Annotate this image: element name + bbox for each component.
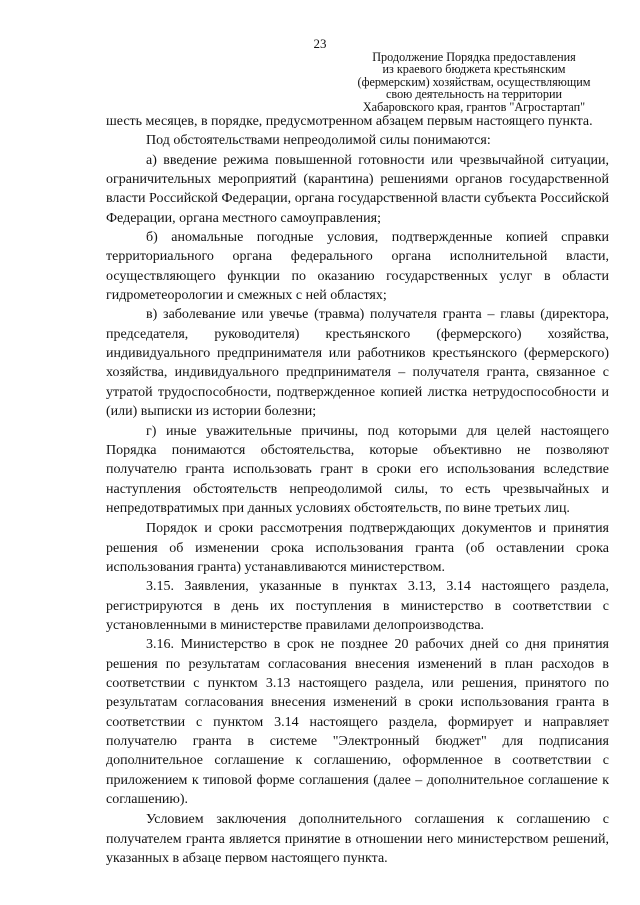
paragraph-3-16: 3.16. Министерство в срок не позднее 20 рабочих дней со дня принятия решения по результатам согласования внесения изменений в план расходов в соответствии с пунктом 3.13 настоящего раздела, или решения, принятого по результатам согласования внесения изменений в сроки использования гранта в соответствии с пунктом 3.14 настоящего раздела, формирует и направляет получателю гранта в системе "Электронный бюджет" для подписания дополнительное соглашение к соглашению, оформленное в соответствии с приложением к типовой форме соглашения (далее – дополнительное соглашение к соглашению). [106, 637, 609, 808]
paragraph-item-b: б) аномальные погодные условия, подтвержденные копией справки территориального органа федерального органа исполнительной власти, осуществляющего функции по оказанию государственных услуг в области гидрометеорологии и смежных с ней областях; [106, 230, 609, 304]
header-line: Продолжение Порядка предоставления [372, 50, 576, 64]
paragraph-item-a: а) введение режима повышенной готовности или чрезвычайной ситуации, ограничительных мероприятий (карантина) решениями органов государственной власти Российской Федерации, органа государственной власти субъекта Российской Федерации, органа местного самоуправления; [106, 152, 609, 226]
paragraph-continuation: шесть месяцев, в порядке, предусмотренном абзацем первым настоящего пункта. [106, 114, 593, 129]
header-line: свою деятельность на территории [386, 87, 562, 102]
paragraph-force-majeure-intro: Под обстоятельствами непреодолимой силы понимаются: [146, 133, 491, 149]
page-number: 23 [313, 36, 327, 51]
header-line: (фермерским) хозяйствам, осуществляющим [357, 74, 591, 89]
header-line: Хабаровского края, грантов "Агростартап" [362, 99, 586, 114]
paragraph-3-15: 3.15. Заявления, указанные в пунктах 3.13, 3.14 настоящего раздела, регистрируются в день их поступления в министерство в соответствии с установленными в министерстве правилами делопроизводства. [106, 579, 609, 633]
paragraph-item-v: в) заболевание или увечье (травма) получателя гранта – главы (директора, председателя, руководителя) крестьянского (фермерского) хозяйства, индивидуального предпринимателя или работников крестьянского (фермерского) хозяйства, индивидуального предпринимателя – получателя гранта, связанное с утратой трудоспособности, подтвержденное копией листка нетрудоспособности и (или) выписки из истории болезни; [106, 307, 609, 420]
document-body [106, 112, 609, 868]
paragraph-item-g: г) иные уважительные причины, под которыми для целей настоящего Порядка понимаются обстоятельства, которые объективно не позволяют получателю гранта использовать грант в сроки его использования вследствие наступления обстоятельств непреодолимой силы, то есть чрезвычайных и непредотвратимых при данных условиях обстоятельств, по вине третьих лиц. [106, 423, 609, 516]
header-line: из краевого бюджета крестьянским [382, 62, 566, 77]
paragraph-procedure: Порядок и сроки рассмотрения подтверждающих документов и принятия решения об изменении срока использования гранта (об оставлении срока использования гранта) устанавливаются министерством. [106, 521, 609, 575]
paragraph-condition: Условием заключения дополнительного соглашения к соглашению с получателем гранта является принятие в отношении него министерством решений, указанных в абзаце первом настоящего пункта. [106, 812, 609, 867]
document-header [340, 51, 608, 113]
